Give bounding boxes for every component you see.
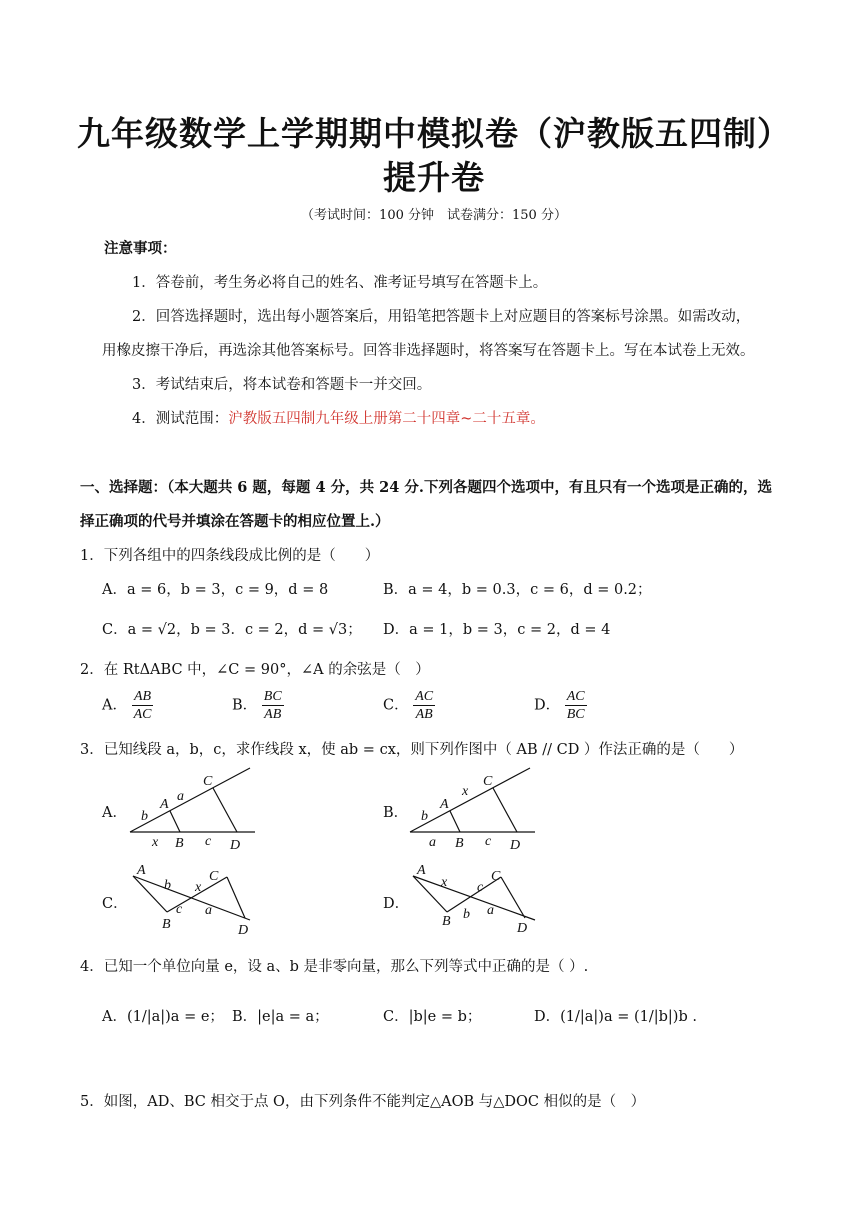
seg-label-4: a [205, 903, 212, 918]
segment-ab [170, 811, 180, 832]
q2-a-label: A． [102, 697, 127, 714]
segment-ab [133, 876, 167, 912]
fraction [262, 688, 284, 723]
seg-label-1: x [441, 875, 448, 890]
q3-figure-b [405, 765, 540, 855]
q2-d-label: D． [534, 697, 561, 714]
q3-option-d-label: D． [383, 896, 410, 912]
q1-option-b: B．a = 4，b = 0.3，c = 6，d = 0.2； [383, 582, 652, 598]
segment-ab [450, 811, 460, 832]
q4-option-d: D．(1/|a|)a = (1/|b|)b . [534, 1009, 697, 1025]
q2-option-b [232, 688, 284, 723]
seg-label-2: x [195, 880, 202, 895]
denominator: BC [566, 707, 585, 722]
q5-stem: 5．如图，AD、BC 相交于点 O，由下列条件不能判定△AOB 与△DOC 相似的是（ ） [80, 1094, 646, 1110]
q4-option-c: C．|b|e = b； [383, 1009, 482, 1025]
seg-label-3: b [463, 907, 470, 922]
q4-option-b: B．|e|a = a； [232, 1009, 329, 1025]
label-a: A [440, 797, 449, 812]
segment-cd [493, 788, 517, 832]
line-ad [413, 876, 535, 920]
label-d: D [510, 838, 521, 853]
seg-label-2: x [462, 784, 469, 799]
section1-heading-line1: 一、选择题：（本大题共 6 题，每题 4 分，共 24 分.下列各题四个选项中，有且只有一个选项是正确的，选 [80, 479, 772, 496]
fraction [565, 688, 587, 723]
q4-option-a: A．(1/|a|)a = e； [102, 1009, 224, 1025]
q3-figure-d [405, 862, 545, 937]
fraction [132, 688, 154, 723]
denominator: AB [415, 707, 433, 722]
notes-item-2-line2: 用橡皮擦干净后，再选涂其他答案标号。回答非选择题时，将答案写在答题卡上。写在本试卷上无效。 [102, 343, 755, 359]
label-d: D [238, 923, 249, 937]
q1-option-d: D．a = 1，b = 3，c = 2，d = 4 [383, 622, 611, 638]
section1-heading-line2: 择正确项的代号并填涂在答题卡的相应位置上.） [80, 513, 390, 530]
notes-item-2-line1: 2．回答选择题时，选出每小题答案后，用铅笔把答题卡上对应题目的答案标号涂黑。如需改动， [132, 309, 751, 325]
numerator: AC [415, 689, 434, 704]
numerator: AB [132, 688, 154, 706]
test-scope: 沪教版五四制九年级上册第二十四章~二十五章。 [228, 411, 545, 427]
q2-option-a [102, 688, 153, 723]
q4-stem: 4．已知一个单位向量 e，设 a、b 是非零向量，那么下列等式中正确的是（ ）. [80, 959, 589, 975]
numerator: BC [263, 689, 282, 704]
seg-label-3: x [152, 835, 159, 850]
q3-option-c-label: C． [102, 896, 128, 912]
label-a: A [160, 797, 169, 812]
q2-option-c [383, 688, 435, 723]
q1-option-a: A．a = 6，b = 3，c = 9，d = 8 [102, 582, 329, 598]
q2-option-d [534, 688, 587, 723]
seg-label-4: c [485, 834, 492, 849]
q2-c-label: C． [383, 697, 409, 714]
label-a: A [137, 863, 146, 878]
q1-option-c: C．a = √2，b = 3．c = 2，d = √3； [102, 622, 362, 638]
label-c: C [491, 869, 501, 884]
notes-item-1: 1．答卷前，考生务必将自己的姓名、准考证号填写在答题卡上。 [132, 275, 548, 291]
q3-option-a-label: A． [102, 805, 127, 821]
notes-item-3: 3．考试结束后，将本试卷和答题卡一并交回。 [132, 377, 432, 393]
notes-item-4-prefix: 4．测试范围： [132, 411, 229, 427]
seg-label-1: b [164, 878, 171, 893]
q3-figure-a [125, 765, 260, 855]
label-b: B [455, 836, 464, 851]
notes-item-4 [132, 407, 545, 428]
q3-stem: 3．已知线段 a，b，c，求作线段 x，使 ab = cx，则下列作图中（ AB // CD ）作法正确的是（ ） [80, 742, 744, 758]
q2-stem: 2．在 RtΔABC 中，∠C = 90°，∠A 的余弦是（ ） [80, 662, 430, 678]
seg-label-1: b [141, 809, 148, 824]
q2-b-label: B． [232, 697, 258, 714]
fraction [413, 688, 435, 723]
label-a: A [417, 863, 426, 878]
label-d: D [230, 838, 241, 853]
label-b: B [162, 917, 171, 932]
label-b: B [175, 836, 184, 851]
seg-label-4: a [487, 903, 494, 918]
page-title: 九年级数学上学期期中模拟卷（沪教版五四制） [77, 114, 791, 153]
seg-label-2: a [177, 789, 184, 804]
seg-label-3: a [429, 835, 436, 850]
seg-label-4: c [205, 834, 212, 849]
q3-figure-c [125, 862, 265, 937]
denominator: AB [264, 707, 282, 722]
seg-label-1: b [421, 809, 428, 824]
label-c: C [209, 869, 219, 884]
seg-label-2: c [477, 880, 484, 895]
seg-label-3: c [176, 902, 183, 917]
q1-stem: 1．下列各组中的四条线段成比例的是（ ） [80, 548, 380, 564]
page-subtitle: 提升卷 [383, 158, 485, 197]
label-c: C [203, 774, 213, 789]
denominator: AC [133, 707, 152, 722]
segment-cd [213, 788, 237, 832]
label-d: D [517, 921, 528, 936]
label-c: C [483, 774, 493, 789]
numerator: AC [566, 689, 585, 704]
notes-heading: 注意事项： [104, 240, 177, 257]
q3-option-b-label: B． [383, 805, 409, 821]
exam-info: （考试时间：100 分钟 试卷满分：150 分） [301, 208, 567, 223]
label-b: B [442, 914, 451, 929]
